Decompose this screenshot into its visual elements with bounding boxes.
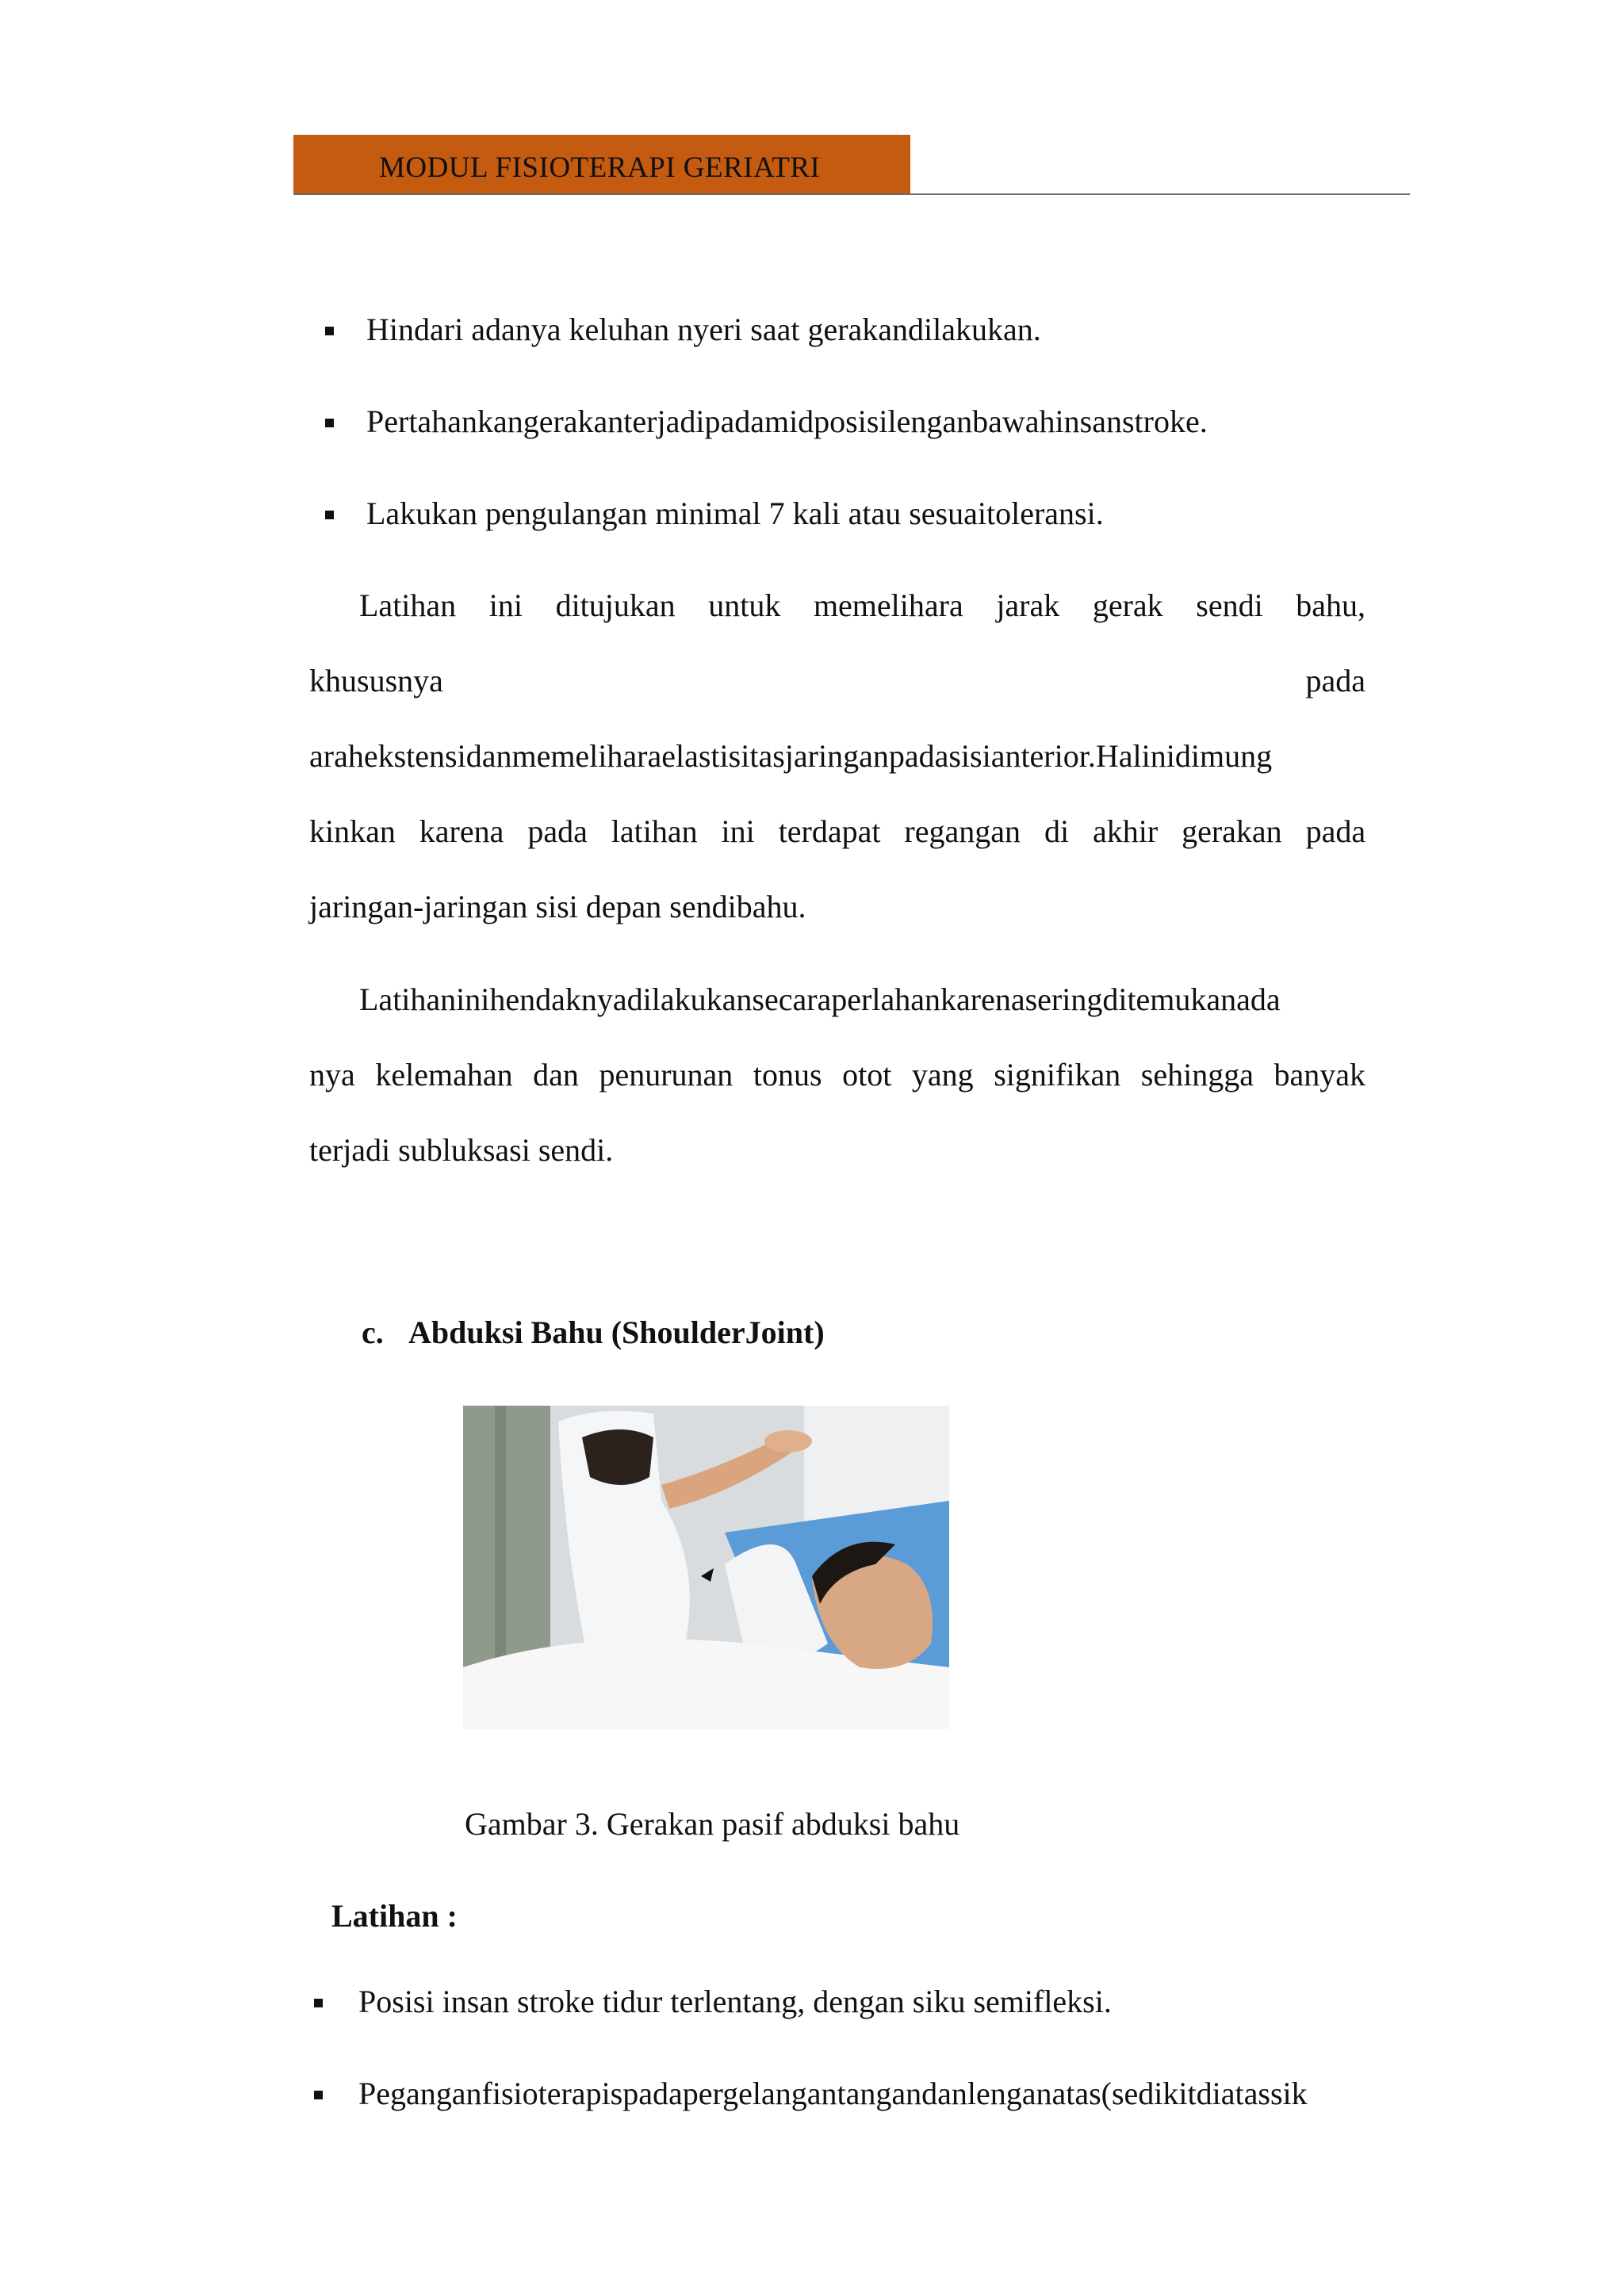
bullet-item: Hindari adanya keluhan nyeri saat gerakandilakukan. <box>366 312 1041 347</box>
paragraph1-line4: kinkan karena pada latihan ini terdapat regangan di akhir gerakan pada <box>309 813 1366 849</box>
latihan-label: Latihan : <box>331 1898 458 1934</box>
figure-photo <box>463 1406 949 1729</box>
header-title: MODUL FISIOTERAPI GERIATRI <box>379 151 821 184</box>
figure-caption: Gambar 3. Gerakan pasif abduksi bahu <box>465 1806 960 1842</box>
paragraph1-line5: jaringan-jaringan sisi depan sendibahu. <box>309 889 806 924</box>
bullet-item: Posisi insan stroke tidur terlentang, dengan siku semifleksi. <box>358 1984 1112 2019</box>
paragraph2-line2: nya kelemahan dan penurunan tonus otot yang signifikan sehingga banyak <box>309 1057 1366 1093</box>
bullet-marker <box>325 327 334 335</box>
paragraph1-line1: Latihan ini ditujukan untuk memelihara jarak gerak sendi bahu, <box>359 587 1366 623</box>
bullet-item: Pertahankangerakanterjadipadamidposisilenganbawahinsanstroke. <box>366 404 1208 439</box>
paragraph1-line3: arahekstensidanmemeliharaelastisitasjaringanpadasisianterior.Halinidimung <box>309 738 1273 774</box>
header-rule <box>293 193 1410 195</box>
bullet-marker <box>314 2091 323 2099</box>
paragraph1-line2: khususnya pada <box>309 663 1365 698</box>
bullet-item: Lakukan pengulangan minimal 7 kali atau sesuaitoleransi. <box>366 496 1104 531</box>
paragraph2-line3: terjadi subluksasi sendi. <box>309 1132 614 1168</box>
bullet-marker <box>325 419 334 427</box>
paragraph2-line1: Latihaninihendaknyadilakukansecaraperlahankarenaseringditemukanada <box>359 982 1281 1017</box>
bullet-item: Peganganfisioterapispadapergelangantangandanlenganatas(sedikitdiatassik <box>358 2076 1308 2111</box>
section-title: Abduksi Bahu (ShoulderJoint) <box>408 1314 825 1350</box>
bullet-marker <box>314 1999 323 2007</box>
bullet-marker <box>325 511 334 519</box>
section-marker: c. <box>362 1314 384 1350</box>
header-bar <box>293 135 910 195</box>
